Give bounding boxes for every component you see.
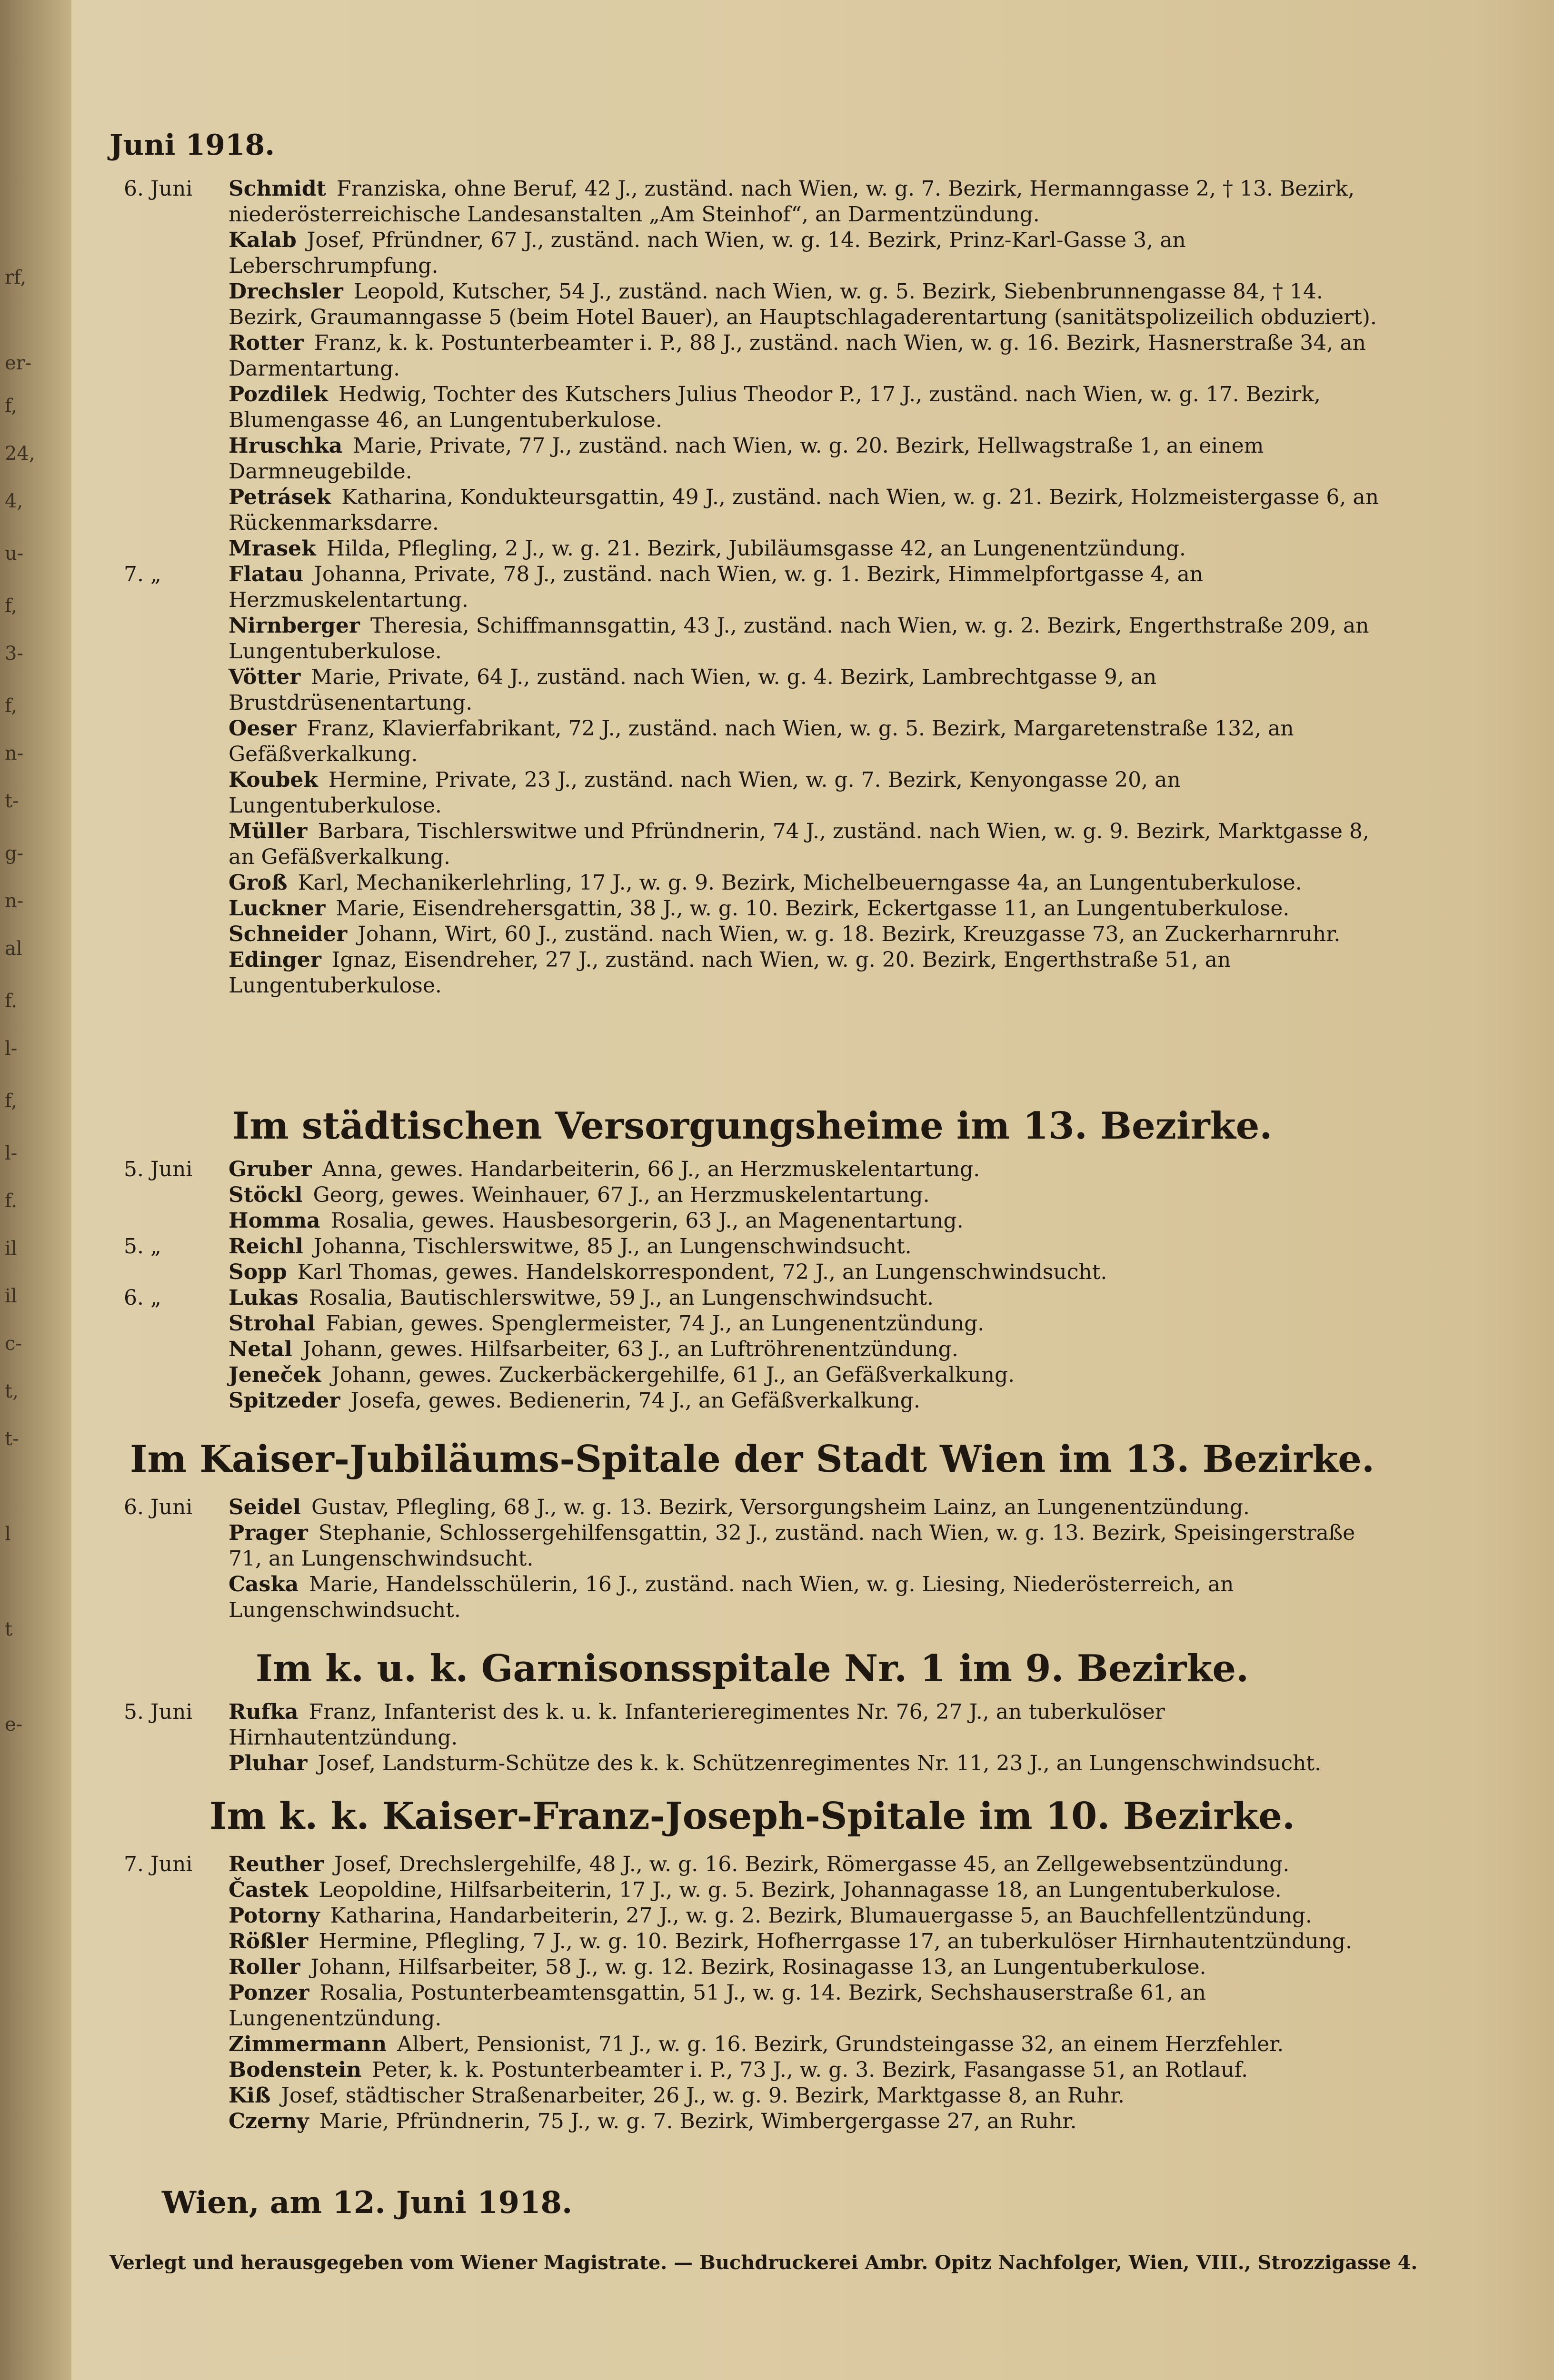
entry-details: Rosalia, Postunterbeamtensgattin, 51 J., w. g. 14. Bezirk, Sechshauserstraße 61, an Lungenentzündung.	[229, 1981, 1206, 2031]
margin-fragment: f.	[5, 1190, 18, 1212]
margin-fragment: f,	[5, 695, 18, 717]
entry-surname: Spitzeder	[229, 1388, 340, 1413]
entry-surname: Kalab	[229, 228, 297, 252]
margin-fragment: f,	[5, 395, 18, 417]
entries-block	[110, 1699, 1395, 1776]
register-entry	[110, 176, 1395, 228]
entry-details: Josef, Drechslergehilfe, 48 J., w. g. 16. Bezirk, Römergasse 45, an Zellgewebsentzündung.	[334, 1852, 1290, 1876]
entry-surname: Roller	[229, 1955, 300, 1979]
entry-details: Franz, k. k. Postunterbeamter i. P., 88 J., zuständ. nach Wien, w. g. 16. Bezirk, Hasnerstraße 34, an Darmentartung.	[229, 331, 1366, 381]
register-entry	[110, 922, 1395, 947]
register-entry	[110, 767, 1395, 819]
entries-block	[110, 176, 1395, 999]
entry-details: Leopoldine, Hilfsarbeiterin, 17 J., w. g. 5. Bezirk, Johannagasse 18, an Lungentuberkulose.	[319, 1878, 1282, 1902]
entry-surname: Reuther	[229, 1852, 324, 1876]
entry-details: Albert, Pensionist, 71 J., w. g. 16. Bezirk, Grundsteingasse 32, an einem Herzfehler.	[397, 2032, 1284, 2056]
register-entry	[110, 1285, 1395, 1311]
entry-surname: Pluhar	[229, 1751, 308, 1775]
closing-date: Wien, am 12. Juni 1918.	[162, 2185, 573, 2221]
margin-fragment: e-	[5, 1714, 23, 1735]
entry-details: Josef, städtischer Straßenarbeiter, 26 J., w. g. 9. Bezirk, Marktgasse 8, an Ruhr.	[281, 2083, 1125, 2108]
register-entry	[110, 1980, 1395, 2032]
register-entry	[110, 279, 1395, 330]
entry-surname: Czerny	[229, 2109, 309, 2133]
margin-fragment: er-	[5, 352, 32, 374]
margin-fragment: t-	[5, 790, 19, 812]
entry-details: Johanna, Tischlerswitwe, 85 J., an Lungenschwindsucht.	[313, 1234, 912, 1259]
entry-details: Hermine, Private, 23 J., zuständ. nach Wien, w. g. 7. Bezirk, Kenyongasse 20, an Lungentuberkulose.	[229, 768, 1181, 818]
margin-fragment: f,	[5, 595, 18, 617]
margin-fragment: l-	[5, 1038, 18, 1060]
margin-fragment: c-	[5, 1333, 22, 1355]
register-entry	[110, 1234, 1395, 1259]
entry-surname: Netal	[229, 1337, 292, 1361]
register-entry	[110, 1311, 1395, 1337]
entry-details: Franz, Klavierfabrikant, 72 J., zuständ. nach Wien, w. g. 5. Bezirk, Margaretenstraße 132, an Gefäßverkalkung.	[229, 716, 1294, 766]
entry-details: Karl, Mechanikerlehrling, 17 J., w. g. 9. Bezirk, Michelbeuerngasse 4a, an Lungentuberkulose.	[298, 871, 1302, 895]
register-entry	[110, 228, 1395, 279]
entry-date: 7. Juni	[124, 1852, 193, 1876]
entry-surname: Bodenstein	[229, 2058, 362, 2082]
entry-surname: Stöckl	[229, 1183, 303, 1207]
entry-surname: Jeneček	[229, 1363, 321, 1387]
entries-block	[110, 1157, 1395, 1414]
margin-fragment: rf,	[5, 267, 27, 288]
register-entry	[110, 870, 1395, 896]
entry-surname: Lukas	[229, 1286, 299, 1310]
entries-block	[110, 1852, 1395, 2134]
entry-details: Gustav, Pflegling, 68 J., w. g. 13. Bezirk, Versorgungsheim Lainz, an Lungenentzündung.	[311, 1495, 1250, 1519]
entries-block	[110, 1495, 1395, 1623]
entry-surname: Koubek	[229, 768, 318, 792]
register-entry	[110, 1362, 1395, 1388]
entry-surname: Groß	[229, 871, 288, 895]
register-entry	[110, 2083, 1395, 2109]
entry-surname: Strohal	[229, 1311, 315, 1336]
register-entry	[110, 485, 1395, 536]
register-entry	[110, 1929, 1395, 1954]
register-entry	[110, 896, 1395, 922]
margin-fragment: f,	[5, 1090, 18, 1112]
margin-fragment: n-	[5, 890, 24, 912]
entry-details: Franz, Infanterist des k. u. k. Infanterieregimentes Nr. 76, 27 J., an tuberkulöser Hirnhautentzündung.	[229, 1700, 1165, 1750]
entry-details: Katharina, Kondukteursgattin, 49 J., zuständ. nach Wien, w. g. 21. Bezirk, Holzmeistergasse 6, an Rückenmarksdarre.	[229, 485, 1379, 535]
entry-details: Theresia, Schiffmannsgattin, 43 J., zuständ. nach Wien, w. g. 2. Bezirk, Engerthstraße 209, an Lungentuberkulose.	[229, 614, 1369, 664]
entry-surname: Nirnberger	[229, 614, 360, 638]
entry-surname: Seidel	[229, 1495, 301, 1519]
register-entry	[110, 1337, 1395, 1362]
entry-details: Barbara, Tischlerswitwe und Pfründnerin, 74 J., zuständ. nach Wien, w. g. 9. Bezirk, Marktgasse 8, an Gefäßverkalkung.	[229, 819, 1369, 869]
entry-surname: Kiß	[229, 2083, 271, 2108]
entry-details: Rosalia, gewes. Hausbesorgerin, 63 J., an Magenentartung.	[330, 1209, 964, 1233]
entry-details: Johann, gewes. Hilfsarbeiter, 63 J., an Luftröhrenentzündung.	[302, 1337, 958, 1361]
entry-details: Peter, k. k. Postunterbeamter i. P., 73 J., w. g. 3. Bezirk, Fasangasse 51, an Rotlauf.	[372, 2058, 1248, 2082]
entry-details: Johanna, Private, 78 J., zuständ. nach Wien, w. g. 1. Bezirk, Himmelpfortgasse 4, an Herzmuskelentartung.	[229, 562, 1204, 612]
section-title: Im k. k. Kaiser-Franz-Joseph-Spitale im 10. Bezirke.	[209, 1795, 1295, 1838]
margin-fragment: g-	[5, 843, 24, 864]
margin-fragment: 4,	[5, 490, 23, 512]
entry-surname: Oeser	[229, 716, 297, 741]
register-entry	[110, 1852, 1395, 1877]
entry-details: Leopold, Kutscher, 54 J., zuständ. nach Wien, w. g. 5. Bezirk, Siebenbrunnengasse 84, † 14. Bezirk, Graumanngasse 5 (beim Hotel Bauer), an Hauptschlagaderentartung (sanitätspolizeilich obduziert).	[229, 279, 1377, 329]
entry-details: Josefa, gewes. Bedienerin, 74 J., an Gefäßverkalkung.	[350, 1388, 920, 1413]
entry-surname: Caska	[229, 1572, 299, 1597]
register-entry	[110, 819, 1395, 870]
entry-details: Georg, gewes. Weinhauer, 67 J., an Herzmuskelentartung.	[313, 1183, 930, 1207]
register-entry	[110, 947, 1395, 999]
margin-fragment: il	[5, 1285, 17, 1307]
entry-details: Franziska, ohne Beruf, 42 J., zuständ. nach Wien, w. g. 7. Bezirk, Hermanngasse 2, † 13. Bezirk, niederösterreichische Landesanstalten „Am Steinhof“, an Darmentzündung.	[229, 177, 1355, 227]
section-title: Im städtischen Versorgungsheime im 13. Bezirke.	[232, 1104, 1273, 1148]
margin-fragment: n-	[5, 743, 24, 764]
entry-surname: Flatau	[229, 562, 304, 586]
entry-details: Josef, Pfründner, 67 J., zuständ. nach Wien, w. g. 14. Bezirk, Prinz-Karl-Gasse 3, an Leberschrumpfung.	[229, 228, 1186, 278]
margin-fragment: f.	[5, 990, 18, 1012]
entry-surname: Rufka	[229, 1700, 299, 1724]
register-entry	[110, 382, 1395, 433]
margin-fragment: t,	[5, 1380, 19, 1402]
entry-details: Marie, Private, 64 J., zuständ. nach Wien, w. g. 4. Bezirk, Lambrechtgasse 9, an Brustdrüsenentartung.	[229, 665, 1157, 715]
margin-fragment: u-	[5, 543, 24, 565]
register-entry	[110, 1259, 1395, 1285]
register-entry	[110, 1903, 1395, 1929]
entry-details: Anna, gewes. Handarbeiterin, 66 J., an Herzmuskelentartung.	[322, 1157, 980, 1181]
entry-details: Johann, gewes. Zuckerbäckergehilfe, 61 J., an Gefäßverkalkung.	[331, 1363, 1015, 1387]
entry-details: Marie, Private, 77 J., zuständ. nach Wien, w. g. 20. Bezirk, Hellwagstraße 1, an einem Darmneugebilde.	[229, 434, 1264, 484]
register-entry	[110, 1520, 1395, 1572]
entry-surname: Ponzer	[229, 1981, 309, 2005]
entry-surname: Prager	[229, 1521, 308, 1545]
margin-fragment: 3-	[5, 643, 23, 664]
register-entry	[110, 2109, 1395, 2134]
entry-surname: Mrasek	[229, 536, 316, 561]
entry-details: Ignaz, Eisendreher, 27 J., zuständ. nach Wien, w. g. 20. Bezirk, Engerthstraße 51, an Lungentuberkulose.	[229, 948, 1231, 998]
register-entry	[110, 716, 1395, 767]
margin-fragment: t	[5, 1618, 13, 1640]
entry-surname: Potorny	[229, 1904, 320, 1928]
entry-surname: Luckner	[229, 896, 326, 921]
entry-details: Josef, Landsturm-Schütze des k. k. Schützenregimentes Nr. 11, 23 J., an Lungenschwindsucht.	[318, 1751, 1322, 1775]
register-entry	[110, 2057, 1395, 2083]
entry-date: 5. Juni	[124, 1700, 193, 1724]
register-entry	[110, 562, 1395, 613]
register-entry	[110, 1699, 1395, 1751]
entry-surname: Müller	[229, 819, 308, 843]
entry-date: 6. Juni	[124, 1495, 193, 1519]
entry-surname: Hruschka	[229, 434, 343, 458]
register-entry	[110, 536, 1395, 562]
entry-details: Johann, Wirt, 60 J., zuständ. nach Wien, w. g. 18. Bezirk, Kreuzgasse 73, an Zuckerharnruhr.	[358, 922, 1341, 946]
entry-details: Hedwig, Tochter des Kutschers Julius Theodor P., 17 J., zuständ. nach Wien, w. g. 17. Bezirk, Blumengasse 46, an Lungentuberkulose.	[229, 382, 1321, 432]
margin-fragment: l-	[5, 1142, 18, 1164]
printer-imprint: Verlegt und herausgegeben vom Wiener Magistrate. — Buchdruckerei Ambr. Opitz Nachfolger, Wien, VIII., Strozzigasse 4.	[110, 2251, 1418, 2274]
entry-details: Karl Thomas, gewes. Handelskorrespondent, 72 J., an Lungenschwindsucht.	[297, 1260, 1107, 1284]
entry-surname: Rößler	[229, 1929, 309, 1954]
margin-fragment: l	[5, 1523, 11, 1545]
entry-date: 6. „	[124, 1286, 161, 1310]
register-entry	[110, 1157, 1395, 1182]
entry-surname: Vötter	[229, 665, 301, 689]
margin-fragment: 24,	[5, 443, 35, 465]
section-title: Im Kaiser-Jubiläums-Spitale der Stadt Wien im 13. Bezirke.	[130, 1438, 1375, 1481]
entry-details: Marie, Handelsschülerin, 16 J., zuständ. nach Wien, w. g. Liesing, Niederösterreich, an Lungenschwindsucht.	[229, 1572, 1234, 1622]
entry-details: Rosalia, Bautischlerswitwe, 59 J., an Lungenschwindsucht.	[309, 1286, 934, 1310]
entry-surname: Schmidt	[229, 177, 326, 201]
entry-details: Fabian, gewes. Spenglermeister, 74 J., an Lungenentzündung.	[325, 1311, 985, 1336]
register-entry	[110, 664, 1395, 716]
register-entry	[110, 433, 1395, 485]
register-entry	[110, 1572, 1395, 1623]
section-title: Im k. u. k. Garnisonsspitale Nr. 1 im 9. Bezirke.	[255, 1647, 1249, 1690]
page-header: Juni 1918.	[110, 129, 275, 162]
entry-surname: Rotter	[229, 331, 304, 355]
register-entry	[110, 2032, 1395, 2057]
entry-surname: Petrásek	[229, 485, 331, 509]
register-entry	[110, 1182, 1395, 1208]
entry-surname: Reichl	[229, 1234, 303, 1259]
entry-surname: Edinger	[229, 948, 321, 972]
entry-details: Hermine, Pflegling, 7 J., w. g. 10. Bezirk, Hofherrgasse 17, an tuberkulöser Hirnhautentzündung.	[319, 1929, 1353, 1954]
margin-fragment: t-	[5, 1428, 19, 1450]
entry-surname: Gruber	[229, 1157, 312, 1181]
entry-date: 5. Juni	[124, 1157, 193, 1181]
margin-fragment: al	[5, 938, 22, 960]
entry-details: Marie, Eisendrehersgattin, 38 J., w. g. 10. Bezirk, Eckertgasse 11, an Lungentuberkulose.	[336, 896, 1290, 921]
register-entry	[110, 330, 1395, 382]
entry-details: Stephanie, Schlossergehilfensgattin, 32 J., zuständ. nach Wien, w. g. 13. Bezirk, Speisingerstraße 71, an Lungenschwindsucht.	[229, 1521, 1355, 1571]
entry-surname: Zimmermann	[229, 2032, 387, 2056]
register-entry	[110, 1877, 1395, 1903]
entry-date: 6. Juni	[124, 177, 193, 201]
entry-surname: Sopp	[229, 1260, 287, 1284]
register-entry	[110, 1495, 1395, 1520]
entry-details: Johann, Hilfsarbeiter, 58 J., w. g. 12. Bezirk, Rosinagasse 13, an Lungentuberkulose.	[310, 1955, 1206, 1979]
entry-date: 7. „	[124, 562, 161, 586]
register-entry	[110, 1751, 1395, 1776]
entry-surname: Častek	[229, 1878, 309, 1902]
entry-details: Marie, Pfründnerin, 75 J., w. g. 7. Bezirk, Wimbergergasse 27, an Ruhr.	[319, 2109, 1077, 2133]
entry-surname: Schneider	[229, 922, 348, 946]
entry-surname: Drechsler	[229, 279, 343, 304]
entry-surname: Homma	[229, 1209, 320, 1233]
entry-details: Katharina, Handarbeiterin, 27 J., w. g. 2. Bezirk, Blumauergasse 5, an Bauchfellentzündung.	[330, 1904, 1312, 1928]
entry-surname: Pozdilek	[229, 382, 328, 407]
entry-details: Hilda, Pflegling, 2 J., w. g. 21. Bezirk, Jubiläumsgasse 42, an Lungenentzündung.	[326, 536, 1186, 561]
margin-fragment: il	[5, 1238, 17, 1259]
entry-date: 5. „	[124, 1234, 161, 1259]
register-entry	[110, 1954, 1395, 1980]
register-entry	[110, 1208, 1395, 1234]
register-entry	[110, 613, 1395, 664]
register-entry	[110, 1388, 1395, 1414]
